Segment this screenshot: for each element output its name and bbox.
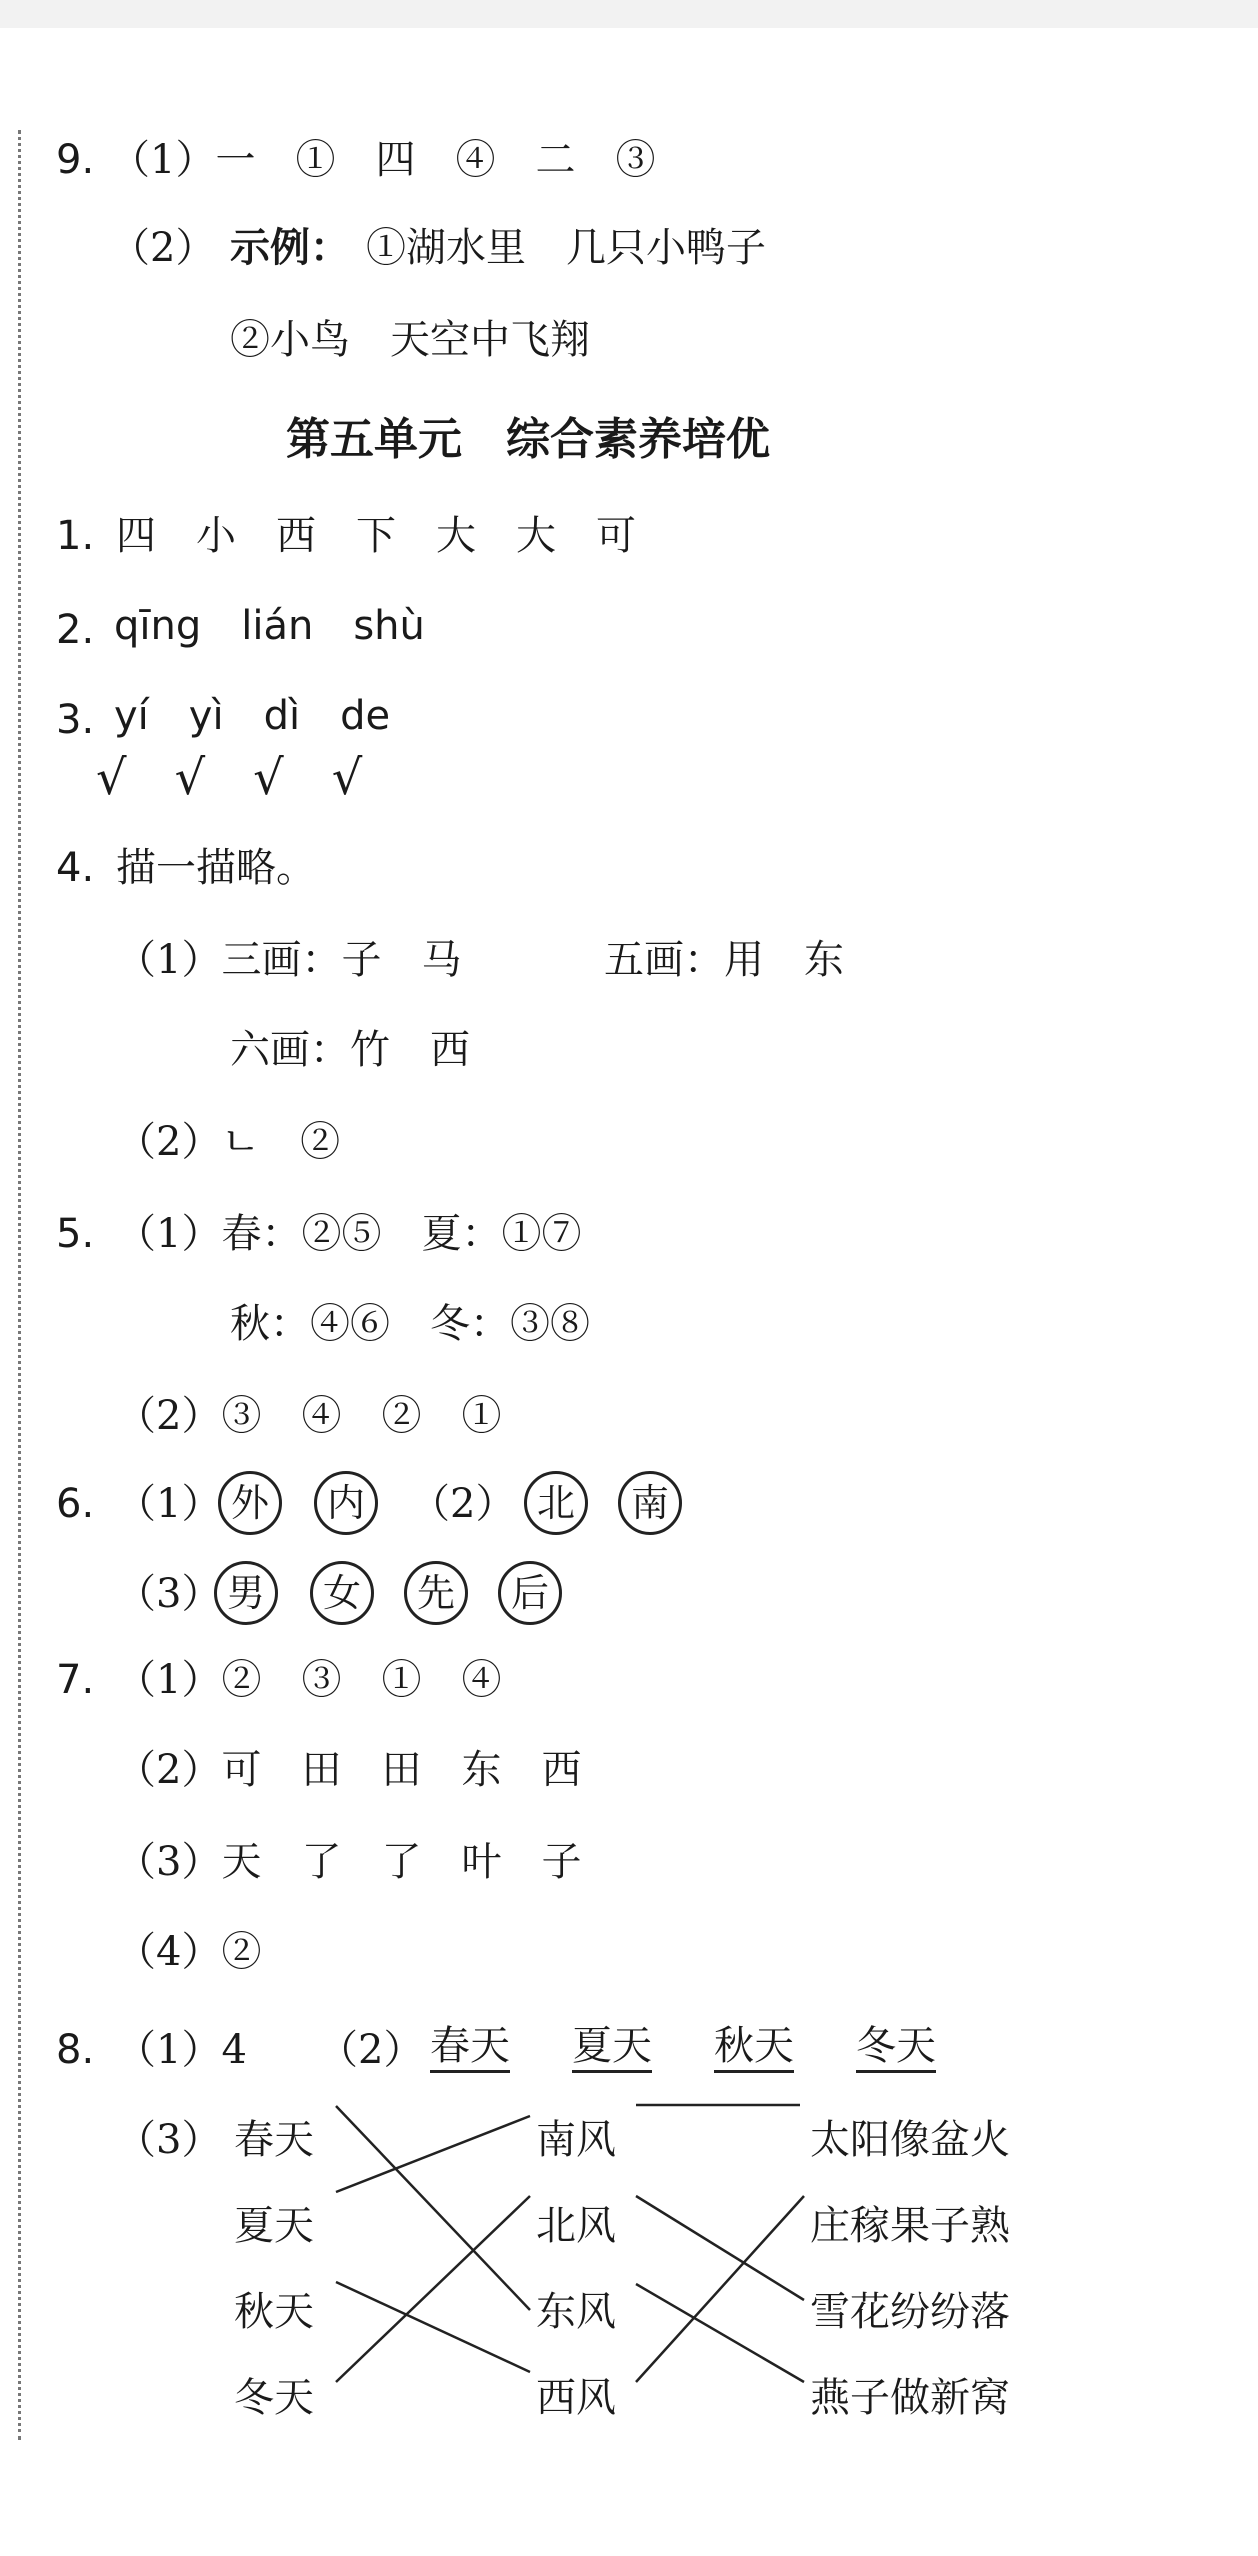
q7-part3: （3）天 了 了 叶 子 [116, 1839, 582, 1885]
q5-part1-b: 秋：④⑥ 冬：③⑧ [230, 1301, 590, 1347]
q1-number: 1. [56, 513, 95, 559]
q6-circled-char: 外 [218, 1471, 282, 1535]
q8-scene: 燕子做新窝 [810, 2375, 1010, 2421]
q6-circled-char: 北 [524, 1471, 588, 1535]
q8-season: 春天 [234, 2117, 314, 2163]
q8-underlined-word: 夏天 [572, 2026, 652, 2073]
match-line [336, 2196, 530, 2382]
q7-number: 7. [56, 1657, 95, 1703]
q6-circled-char: 南 [618, 1471, 682, 1535]
match-line [636, 2284, 804, 2382]
q2-pinyin: qīng lián shù [114, 603, 425, 649]
q8-underlined-word: 秋天 [714, 2026, 794, 2073]
q2-number: 2. [56, 607, 95, 653]
q5-number: 5. [56, 1211, 95, 1257]
q9-example-label: 示例： [230, 225, 350, 271]
q9-part2-label: （2） [110, 225, 216, 271]
q8-wind: 南风 [536, 2117, 616, 2163]
q6-part1-label: （1） [116, 1481, 222, 1527]
q8-scene: 雪花纷纷落 [810, 2289, 1010, 2335]
q8-number: 8. [56, 2027, 95, 2073]
q6-part3-label: （3） [116, 1571, 222, 1617]
q8-part1: （1）4 [116, 2027, 247, 2073]
q6-circled-char: 内 [314, 1471, 378, 1535]
q8-underlined-word: 春天 [430, 2026, 510, 2073]
q8-underlined-word: 冬天 [856, 2026, 936, 2073]
match-line [336, 2116, 530, 2192]
q6-circled-char: 男 [214, 1561, 278, 1625]
q4-part1-b: 五画：用 东 [604, 937, 844, 983]
q6-circled-char: 后 [498, 1561, 562, 1625]
q8-wind: 东风 [536, 2289, 616, 2335]
section-title: 第五单元 综合素养培优 [286, 414, 770, 465]
q6-part2-label: （2） [410, 1481, 516, 1527]
q6-number: 6. [56, 1481, 95, 1527]
q7-part2: （2）可 田 田 东 西 [116, 1747, 582, 1793]
q8-season: 冬天 [234, 2375, 314, 2421]
q8-part3-label: （3） [116, 2117, 222, 2163]
q8-wind: 西风 [536, 2375, 616, 2421]
q9-part2-line2: ②小鸟 天空中飞翔 [230, 317, 590, 363]
q4-part1-a: （1）三画：子 马 [116, 937, 462, 983]
q4-part2: （2）ㄴ ② [116, 1119, 341, 1165]
q7-part4: （4）② [116, 1929, 262, 1975]
q7-part1: （1）② ③ ① ④ [116, 1657, 502, 1703]
match-line [636, 2196, 804, 2300]
q9-part2-text: ①湖水里 几只小鸭子 [366, 225, 766, 271]
q4-number: 4. [56, 845, 95, 891]
q9-number: 9. [56, 137, 95, 183]
q8-part2-label: （2） [318, 2027, 424, 2073]
match-line [636, 2196, 804, 2382]
q6-circled-char: 女 [310, 1561, 374, 1625]
match-line [336, 2106, 530, 2310]
q4-part1-c: 六画：竹 西 [230, 1027, 470, 1073]
match-line [336, 2282, 530, 2372]
q8-wind: 北风 [536, 2203, 616, 2249]
q3-number: 3. [56, 697, 95, 743]
q5-part1-a: （1）春：②⑤ 夏：①⑦ [116, 1211, 582, 1257]
q1-answer: 四 小 西 下 大 大 可 [116, 513, 636, 559]
q3-pinyin: yí yì dì de [114, 693, 391, 739]
q8-season: 秋天 [234, 2289, 314, 2335]
q3-checkmarks: √ √ √ √ [96, 750, 363, 806]
q6-circled-char: 先 [404, 1561, 468, 1625]
q9-part1: （1）一 ① 四 ④ 二 ③ [110, 137, 656, 183]
q8-scene: 太阳像盆火 [810, 2117, 1010, 2163]
q5-part2: （2）③ ④ ② ① [116, 1393, 502, 1439]
q8-season: 夏天 [234, 2203, 314, 2249]
q8-scene: 庄稼果子熟 [810, 2203, 1010, 2249]
q4-text: 描一描略。 [116, 845, 316, 891]
